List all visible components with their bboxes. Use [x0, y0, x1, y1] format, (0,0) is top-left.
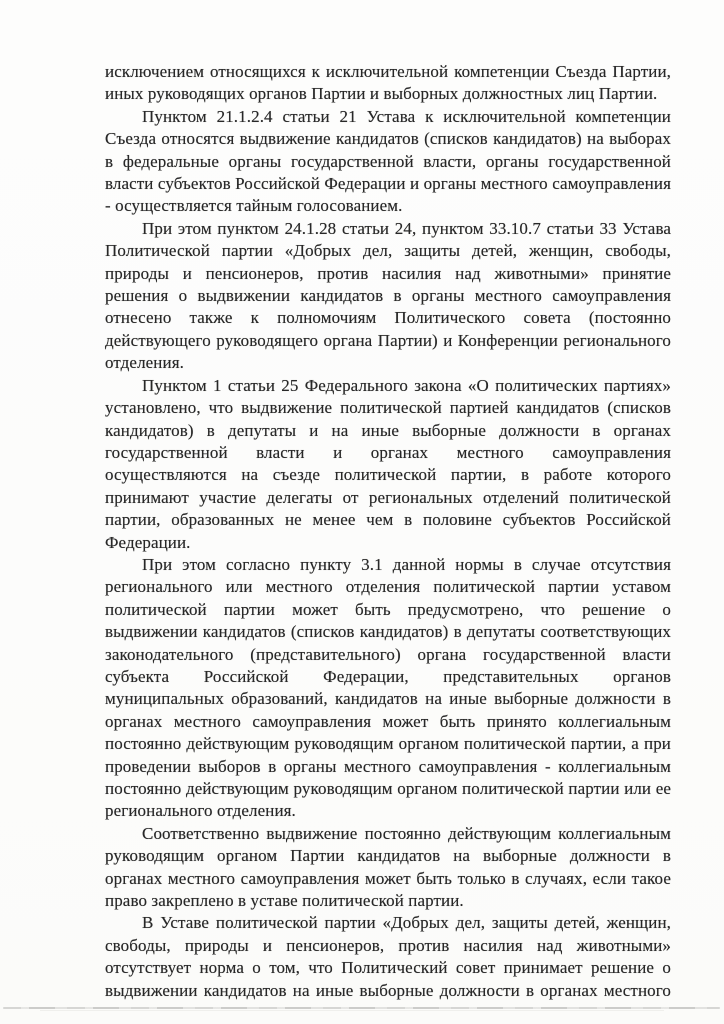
body-paragraph: При этом согласно пункту 3.1 данной нормы в случае отсутствия регионального или местного отделения политической партии уставом политической партии может быть предусмотрено, что решение о выдвижении кандидатов (списков кандидатов) в депутаты соответствующих законодательного (представительного) органа государственной власти субъекта Российской Федерации, представительных органов муниципальных образований, кандидатов на иные выборные должности в органах местного самоуправления может быть принято коллегиальным постоянно действующим руководящим органом политической партии, а при проведении выборов в органы местного самоуправления - коллегиальным постоянно действующим руководящим органом политической партии или ее регионального отделения.	[105, 554, 671, 821]
body-paragraph: Пунктом 1 статьи 25 Федерального закона «О политических партиях» установлено, что выдвижение политической партией кандидатов (списков кандидатов) в депутаты и на иные выборные должности в органах государственной власти и органах местного самоуправления осуществляются на съезде политической партии, в работе которого принимают участие делегаты от региональных отделений политической партии, образованных не менее чем в половине субъектов Российской Федерации.	[105, 375, 671, 552]
body-paragraph: Пунктом 21.1.2.4 статьи 21 Устава к исключительной компетенции Съезда относятся выдвижение кандидатов (списков кандидатов) на выборах в федеральные органы государственной власти, органы государственной власти субъектов Российской Федерации и органы местного самоуправления - осуществляется тайным голосованием.	[105, 106, 671, 216]
document-text-block	[105, 61, 671, 1002]
body-paragraph: Соответственно выдвижение постоянно действующим коллегиальным руководящим органом Партии кандидатов на выборные должности в органах местного самоуправления может быть только в случаях, если такое право закреплено в уставе политической партии.	[105, 823, 671, 911]
body-paragraph-continuation: исключением относящихся к исключительной компетенции Съезда Партии, иных руководящих органов Партии и выборных должностных лиц Партии.	[105, 62, 671, 104]
body-paragraph: При этом пунктом 24.1.28 статьи 24, пунктом 33.10.7 статьи 33 Устава Политической партии «Добрых дел, защиты детей, женщин, свободы, природы и пенсионеров, против насилия над животными» принятие решения о выдвижении кандидатов в органы местного самоуправления отнесено также к полномочиям Политического совета (постоянно действующего руководящего органа Партии) и Конференции регионального отделения.	[105, 218, 671, 373]
scan-edge-artifact	[3, 1007, 720, 1009]
scan-edge-shadow	[40, 1010, 664, 1011]
body-paragraph-cut-off: В Уставе политической партии «Добрых дел, защиты детей, женщин, свободы, природы и пенсионеров, против насилия над животными» отсутствует норма о том, что Политический совет принимает решение о выдвижении кандидатов на иные выборные должности в органах местного	[105, 913, 671, 1000]
